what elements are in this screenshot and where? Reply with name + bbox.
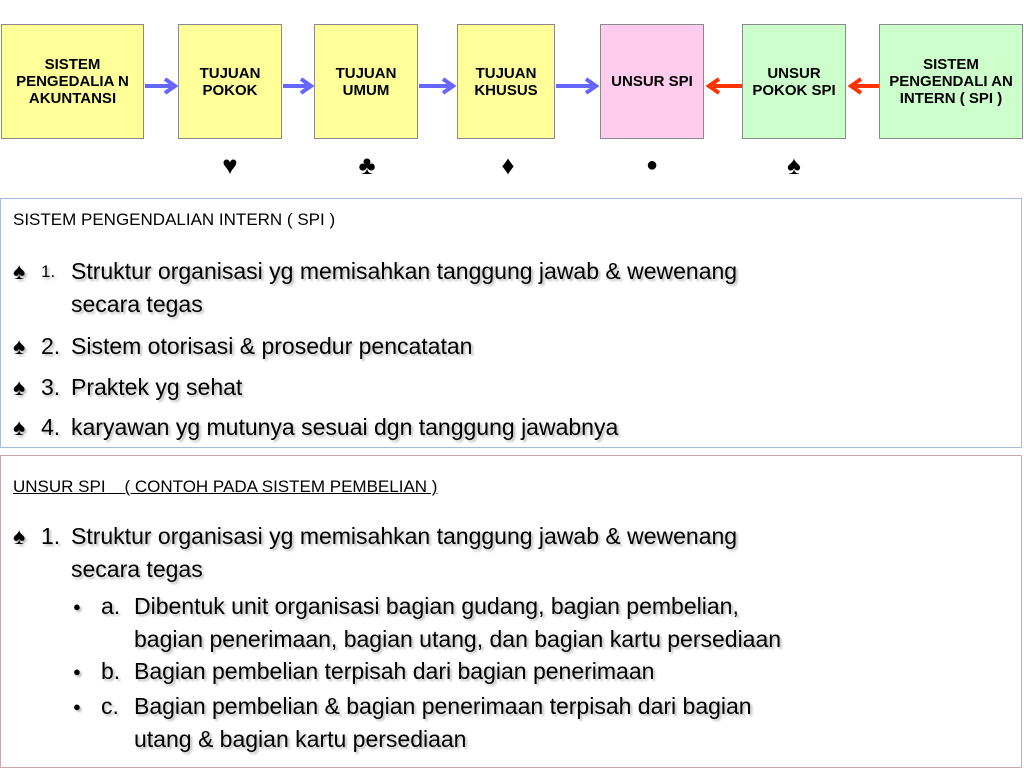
box-label: UNSUR POKOK SPI [752, 64, 836, 99]
item-text-continued: utang & bagian kartu persediaan [134, 726, 467, 752]
item-text-continued: bagian penerimaan, bagian utang, dan bagian kartu persediaan [134, 626, 782, 652]
item-text: Sistem otorisasi & prosedur pencatatan [71, 333, 473, 359]
list-item [1, 520, 1021, 590]
box-tujuan-umum [314, 24, 418, 139]
spade-bullet-icon: ♠ [13, 258, 26, 284]
dot-bullet-icon: ● [73, 664, 81, 679]
item-text-continued: secara tegas [71, 291, 203, 317]
item-number: 2. [41, 333, 61, 359]
list-item [1, 411, 1021, 444]
box-tujuan-pokok [178, 24, 282, 139]
box-unsur-pokok-spi [742, 24, 846, 139]
item-number: 1. [41, 262, 56, 281]
sub-list-item [1, 655, 1021, 688]
item-text: Bagian pembelian terpisah dari bagian penerimaan [134, 658, 655, 684]
club-icon: ♣ [358, 150, 376, 180]
box-sistem-pengendalian-akuntansi [1, 24, 144, 139]
spade-bullet-icon: ♠ [13, 414, 26, 440]
item-number: 3. [41, 374, 61, 400]
box-tujuan-khusus [457, 24, 555, 139]
spade-bullet-icon: ♠ [13, 523, 26, 549]
unsur-heading: UNSUR SPI ( CONTOH PADA SISTEM PEMBELIAN ) [13, 477, 438, 496]
item-letter: c. [101, 693, 119, 719]
item-number: 1. [41, 523, 61, 549]
spade-bullet-icon: ♠ [13, 374, 26, 400]
box-label: TUJUAN POKOK [199, 64, 261, 99]
sub-list-item [1, 590, 1021, 656]
box-sistem-pengendalian-intern [879, 24, 1023, 139]
box-label: UNSUR SPI [611, 73, 693, 90]
item-text: Dibentuk unit organisasi bagian gudang, bagian pembelian, [134, 593, 739, 619]
box-label: SISTEM PENGEDALIA N AKUNTANSI [16, 56, 129, 107]
item-text: karyawan yg mutunya sesuai dgn tanggung jawabnya [71, 414, 619, 440]
list-item [1, 330, 1021, 363]
item-number: 4. [41, 414, 61, 440]
unsur-spi-panel [0, 455, 1022, 768]
box-label: SISTEM PENGENDALI AN INTERN ( SPI ) [889, 56, 1013, 107]
dot-bullet-icon: ● [73, 599, 81, 614]
item-text: Bagian pembelian & bagian penerimaan terpisah dari bagian [134, 693, 752, 719]
arrow-right-icon [283, 76, 315, 96]
diamond-icon: ♦ [501, 150, 515, 180]
box-unsur-spi [600, 24, 704, 139]
spade-bullet-icon: ♠ [13, 333, 26, 359]
spi-heading: SISTEM PENGENDALIAN INTERN ( SPI ) [13, 210, 336, 229]
spi-panel [0, 198, 1022, 448]
arrow-left-icon [847, 76, 879, 96]
list-item [1, 371, 1021, 404]
item-letter: a. [101, 593, 121, 619]
item-text-continued: secara tegas [71, 556, 203, 582]
arrow-right-icon [556, 76, 600, 96]
item-text: Struktur organisasi yg memisahkan tanggung jawab & wewenang [71, 523, 738, 549]
box-label: TUJUAN KHUSUS [474, 64, 538, 99]
sub-list-item [1, 690, 1021, 756]
arrow-right-icon [145, 76, 179, 96]
item-letter: b. [101, 658, 121, 684]
dot-icon: ● [645, 154, 659, 176]
box-label: TUJUAN UMUM [335, 64, 397, 99]
spade-icon: ♠ [787, 150, 801, 180]
heart-icon: ♥ [222, 150, 238, 180]
arrow-right-icon [419, 76, 457, 96]
item-text: Praktek yg sehat [71, 374, 243, 400]
item-text: Struktur organisasi yg memisahkan tanggung jawab & wewenang [71, 258, 738, 284]
arrow-left-icon [705, 76, 742, 96]
dot-bullet-icon: ● [73, 699, 81, 714]
list-item [1, 255, 1021, 325]
